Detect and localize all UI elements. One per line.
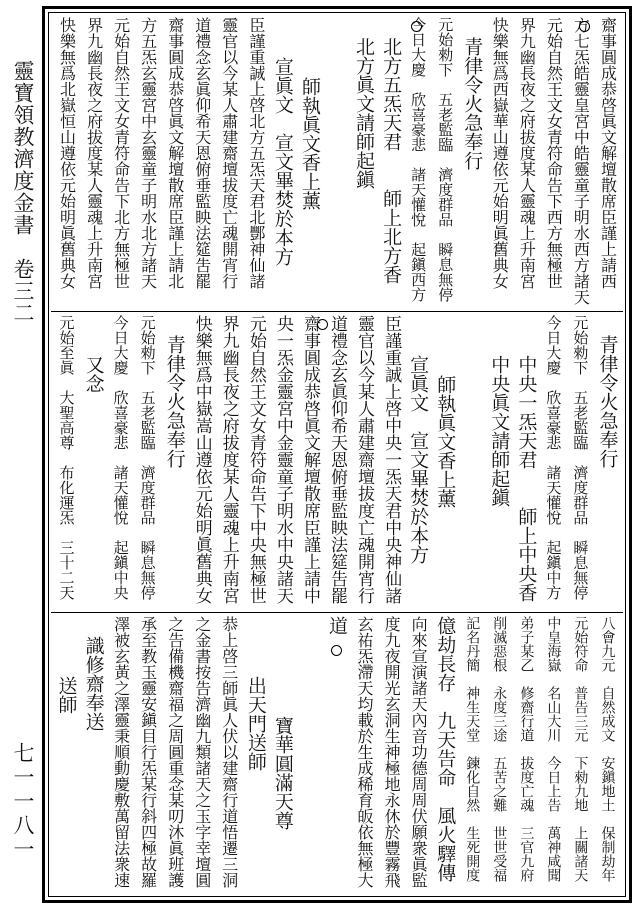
text-column: [245, 315, 267, 607]
text-column: [515, 315, 537, 607]
text-column: [596, 616, 618, 898]
column-text: 方五炁玄靈宮中玄靈童子明水北方諸天: [138, 17, 158, 289]
column-text: 中皇海嶽 名山大川 今日上告 萬神咸聞: [545, 616, 562, 882]
text-column: [596, 17, 618, 307]
column-text: 快樂無爲中嶽嵩山遵依元始明眞舊典女: [191, 315, 212, 604]
text-column: [488, 17, 510, 307]
column-text: 送師: [55, 676, 78, 714]
text-panel-bottom: [53, 616, 621, 898]
text-column: [56, 616, 78, 898]
column-spacer: [461, 315, 483, 607]
text-column: [218, 17, 240, 307]
column-text: 道禮念玄眞仰希天恩俯垂監眏法筵吿罷: [327, 315, 347, 604]
column-spacer: [326, 17, 348, 307]
circle-mark-icon: [331, 645, 342, 656]
text-column: [191, 616, 213, 898]
text-column: [191, 315, 213, 607]
text-column: [164, 616, 186, 898]
column-text: 澤被玄黃之澤靈秉順動慶敷萬留法衆速: [111, 616, 131, 888]
circle-mark-icon: [317, 319, 328, 330]
text-column: [353, 315, 375, 607]
column-text: 宣眞文 宣文畢焚於本方: [407, 355, 430, 564]
column-text: 識修齋奉送: [82, 636, 105, 731]
column-text: 今日大慶 欣喜豪悲 諸天懽悅 起鎭西方: [409, 17, 428, 302]
column-text: 臣謹重誠上啓北方五炁天君北酆神仙諸: [246, 17, 266, 289]
column-text: 元始至眞 大聖高尊 布化運炁 三十二天: [57, 315, 76, 600]
text-column: [488, 616, 510, 898]
text-column: [353, 616, 375, 898]
text-column: [542, 17, 564, 307]
text-column: [110, 315, 132, 607]
text-column: [353, 17, 375, 307]
column-text: 今日大慶 欣喜豪悲 諸天懽悅 起鎭中央: [111, 315, 130, 600]
column-text: 元始符命 普告三元 下勑九地 上關諸天: [572, 616, 589, 882]
column-text: 青律令火急奉行: [596, 335, 619, 468]
column-text: 弟子某乙 修齋行道 拔度亡魂 三官九府: [518, 616, 535, 882]
text-column: [380, 616, 402, 898]
column-text: 齋事圓成恭啓眞文解壇散席臣謹上請西: [598, 17, 618, 289]
text-column: [83, 315, 105, 607]
text-column: [407, 315, 429, 607]
column-text: 又念: [82, 355, 105, 393]
column-text: 今日大慶 欣喜豪悲 諸天懽悅 起鎭中方: [544, 315, 563, 600]
column-text: 之金書按告濟幽九類諸天之玉字幸壇圓: [192, 616, 212, 888]
column-text: 師執眞文香上薰: [434, 375, 457, 508]
column-text: 齋事圓成恭啓眞文解壇散席臣謹上請中: [299, 315, 320, 604]
text-column: [83, 17, 105, 307]
column-text: 北方五炁天君 師上北方香: [380, 37, 403, 284]
column-text: 靈官以今某人肅建齋壇拔度亡魂開宵行: [354, 315, 375, 604]
column-text: 青律令火急奉行: [163, 335, 186, 468]
text-column: [380, 315, 402, 607]
column-text: 元始勑下 五老監臨 濟度群品 瞬息無停: [436, 17, 455, 302]
text-column: [542, 616, 564, 898]
text-column: [245, 17, 267, 307]
text-column: [461, 616, 483, 898]
column-text: 削滅惡根 永度三途 五苦之難 世世受福: [491, 616, 508, 882]
text-column: [245, 616, 267, 898]
column-text: 臣謹重誠上啓中央一炁天君中央神仙諸: [381, 315, 402, 604]
text-column: [488, 315, 510, 607]
text-column: [515, 17, 537, 307]
column-text: 靈官以今某人肅建齋壇拔度亡魂開宵行: [219, 17, 239, 289]
text-column: [596, 315, 618, 607]
text-panel-middle: [53, 315, 621, 607]
column-text: 元始勑下 五老監臨 濟度群品 瞬息無停: [571, 315, 590, 600]
column-text: 記名丹簡 神生天堂 鍊化自然 生死開度: [464, 616, 481, 882]
text-column: [164, 17, 186, 307]
column-text: 宣眞文 宣文畢焚於本方: [271, 57, 294, 266]
column-text: 八會九元 自然成文 安鎭地土 保制劫年: [599, 616, 616, 882]
column-text: 元始自然王文女青符命告下北方無極世: [111, 17, 131, 289]
column-text: 億劫長存 九天告命 風火驛傳: [434, 616, 457, 882]
column-text: 北方眞文請師起鎭: [353, 37, 376, 189]
column-text: 寶華圓滿天尊: [271, 716, 294, 830]
text-column: [164, 315, 186, 607]
page-number: 七一一八一: [11, 742, 35, 862]
column-text: 元始自然王文女青符命告下西方無極世: [544, 17, 564, 289]
column-text: 承至教玉靈安鎭目行炁某行斜四極故羅: [138, 616, 158, 888]
text-column: [218, 315, 240, 607]
column-text: 玄祐炁滯天均載於生成稀育皈依無極大: [355, 616, 375, 888]
text-column: [542, 315, 564, 607]
text-column: [434, 315, 456, 607]
text-column: [434, 17, 456, 307]
column-text: 元始勑下 五老監臨 濟度群品 瞬息無停: [138, 315, 157, 600]
panel-divider-upper: [51, 311, 623, 312]
column-text: 界九幽長夜之府拔度某人靈魂上升南宮: [517, 17, 537, 289]
column-text: 中央眞文請師起鎭: [488, 355, 511, 507]
column-text: 快樂無爲西嶽華山遵依元始明眞舊典女: [490, 17, 510, 289]
column-text: 界九幽長夜之府拔度某人靈魂上升南宮: [218, 315, 239, 604]
text-column: [137, 17, 159, 307]
column-text: 中央一炁天君 師上中央香: [515, 355, 538, 602]
text-column: [569, 616, 591, 898]
column-text: 齋事圓成恭啓眞文解壇散席臣謹上請北: [165, 17, 185, 289]
text-column: [272, 315, 294, 607]
book-title: 靈寶領教濟度金書 卷三二: [11, 60, 35, 324]
text-column: [407, 616, 429, 898]
text-column: [218, 616, 240, 898]
text-column: [326, 315, 348, 607]
column-text: 恭上啓三師眞人伏以建齋行道悟遷三洞: [219, 616, 239, 888]
column-text: 方七炁皓靈皇宮中皓靈童子明水西方諸天: [571, 17, 591, 305]
column-text: 向來宣演諸天內音功德周周伏願衆眞監: [409, 616, 429, 888]
text-column: [569, 315, 591, 607]
text-column: [569, 17, 591, 307]
column-text: 度九夜開光玄洞生神極地永休於豐霧飛: [382, 616, 402, 888]
text-column: [407, 17, 429, 307]
text-column: [272, 616, 294, 898]
text-column: [434, 616, 456, 898]
text-column: [191, 17, 213, 307]
circle-mark-icon: [411, 21, 422, 32]
text-column: [83, 616, 105, 898]
text-column: [110, 17, 132, 307]
column-text: 央一炁金靈宮中金靈童子明水中央諸天: [272, 315, 293, 604]
text-column: [56, 315, 78, 607]
text-column: [110, 616, 132, 898]
column-text: 之告備機齋福之周圓重念某叨沐眞班護: [165, 616, 185, 888]
column-text: 青律令火急奉行: [461, 37, 484, 170]
column-text: 道: [326, 616, 348, 635]
text-column: [137, 315, 159, 607]
text-column: [299, 17, 321, 307]
text-column: [137, 616, 159, 898]
column-text: 元始自然王文女青符命告下中央無極世: [245, 315, 266, 604]
column-text: 出天門送師: [244, 676, 267, 771]
column-text: 師執眞文香上薰: [298, 77, 321, 210]
column-spacer: [299, 616, 321, 898]
text-column: [515, 616, 537, 898]
column-text: 界九幽長夜之府拔度某人靈魂上升南宮: [84, 17, 104, 289]
text-column: [299, 315, 321, 607]
text-column: [56, 17, 78, 307]
text-column: [272, 17, 294, 307]
column-text: 快樂無爲北嶽恒山遵依元始明眞舊典女: [57, 17, 77, 289]
panel-divider-lower: [51, 612, 623, 613]
text-column: [380, 17, 402, 307]
circle-mark-icon: [579, 21, 590, 32]
page-frame: [42, 6, 632, 903]
text-column: [461, 17, 483, 307]
text-panel-top: [53, 17, 621, 307]
text-column: [326, 616, 348, 898]
column-text: 道禮念玄眞仰希天恩俯垂監眏法筵吿罷: [192, 17, 212, 289]
